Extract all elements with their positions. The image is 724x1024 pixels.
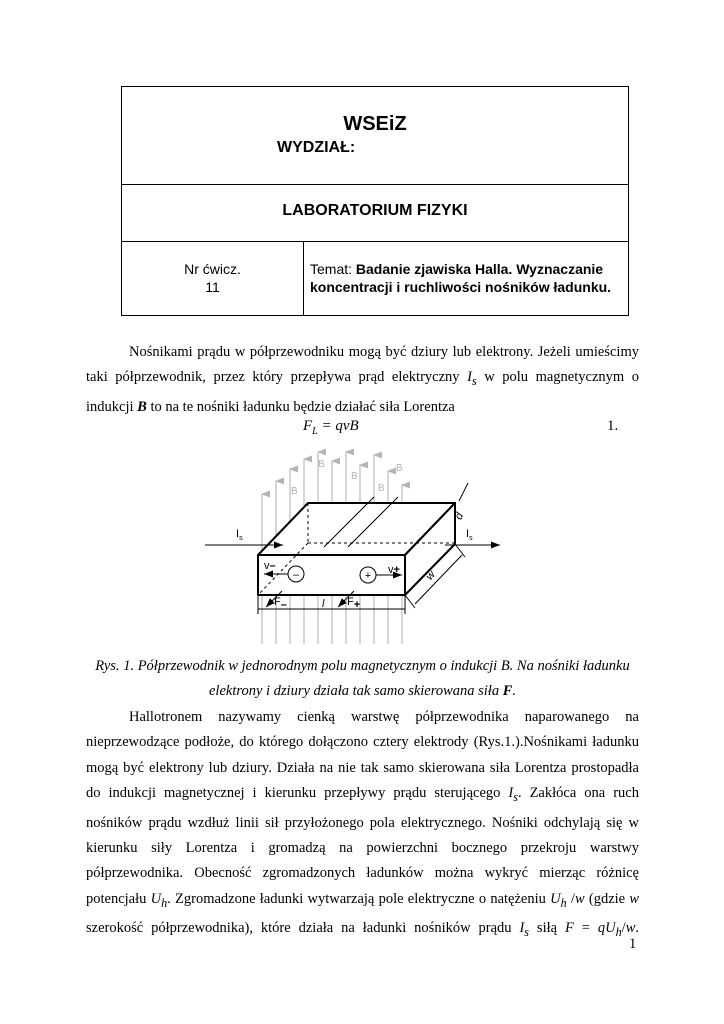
caption-line: elektrony i dziury działa tak samo skierowana siła F.: [208, 683, 517, 700]
intro-line: taki półprzewodnik, przez który przepływa prąd elektryczny $I_s$ w polu magnetycznym o: [86, 369, 639, 389]
exercise-cell: [122, 241, 304, 315]
hole-velocity-label: v+: [388, 564, 400, 576]
body-line: Hallotronem nazywamy cienką warstwę półprzewodnika naparowanego na: [129, 709, 639, 725]
body-paragraph: [86, 705, 639, 945]
body-line: do indukcji magnetycznej i kierunku przepływy prądu sterującego $I_s$. Zakłóca ona ruch: [86, 785, 639, 805]
current-label-out: $I_s$: [466, 528, 473, 542]
caption-line: Rys. 1. Półprzewodnik w jednorodnym polu magnetycznym o indukcji B. Na nośniki ładunku: [95, 658, 630, 674]
intro-paragraph: [86, 340, 639, 420]
lorentz-equation: $F_L$ = qvB: [303, 418, 359, 437]
exercise-label: Nr ćwicz.: [184, 261, 241, 277]
field-label-b: B: [351, 471, 358, 482]
body-line: nośników prądu wzdłuż linii sił przyłożonego pola elektrycznego. Nośniki odchylają się w: [86, 814, 639, 831]
force-label-hole: F+: [347, 596, 361, 611]
dimension-label-l: l: [322, 598, 325, 610]
topic-prefix: Temat:: [310, 261, 356, 277]
header-table: [121, 86, 629, 316]
intro-line: Nośnikami prądu w półprzewodniku mogą być dziury lub elektrony. Jeżeli umieścimy: [129, 344, 639, 360]
equation-number: 1.: [607, 418, 619, 434]
school-name: WSEiZ: [343, 113, 407, 135]
topic-line-2: koncentracji i ruchliwości nośników ładunku.: [310, 279, 612, 295]
field-label-b: B: [291, 486, 298, 497]
hall-effect-figure: [200, 449, 510, 647]
figure-caption: [86, 654, 639, 705]
field-label-b: B: [378, 483, 385, 494]
body-line: nieprzewodzące podłoże, do którego dołączono cztery elektrody (Rys.1.).Nośnikami ładunku: [86, 734, 639, 751]
body-line: mogą być elektrony lub dziury. Działa na nie tak samo skierowana siła Lorentza prostopadła: [86, 759, 639, 776]
exercise-number: 11: [205, 279, 220, 295]
intro-line: indukcji B to na te nośniki ładunku będzie działać siła Lorentza: [86, 398, 455, 415]
body-line: potencjału $U_h$. Zgromadzone ładunki wytwarzają pole elektryczne o natężeniu $U_h$ /w (gdzie w: [86, 890, 640, 910]
current-label-in: $I_s$: [236, 528, 243, 542]
header-row-lab: [122, 184, 628, 242]
field-label-b: B: [396, 463, 403, 474]
page-number: 1: [629, 936, 637, 952]
thickness-dimension: [459, 483, 468, 501]
hole-sign: +: [364, 570, 372, 582]
body-line: półprzewodnika. Obecność zgromadzonych ładunków można wykryć mierząc różnicę: [86, 865, 639, 882]
body-line: kierunku siły Lorentza i gromadzą na powierzchni bocznego przekroju warstwy: [86, 839, 639, 856]
topic-cell: [304, 241, 628, 315]
force-label-electron: F–: [274, 596, 287, 611]
header-row-school: [122, 87, 628, 185]
topic-line-1: Badanie zjawiska Halla. Wyznaczanie: [355, 261, 604, 277]
electron-sign: –: [292, 569, 300, 581]
dimension-label-w: w: [423, 568, 438, 583]
header-row-topic: [122, 241, 628, 315]
semiconductor-block: [258, 503, 455, 595]
dimension-label-d: d: [452, 510, 467, 522]
body-line: szerokość półprzewodnika), które działa na ładunki nośników prądu $I_s$ siłą $F = qU_h/w$.: [86, 920, 639, 939]
faculty-label: WYDZIAŁ:: [277, 139, 356, 156]
field-label-b: B: [318, 459, 325, 470]
electron-velocity-label: v–: [264, 560, 276, 572]
lab-title: LABORATORIUM FIZYKI: [282, 202, 468, 219]
